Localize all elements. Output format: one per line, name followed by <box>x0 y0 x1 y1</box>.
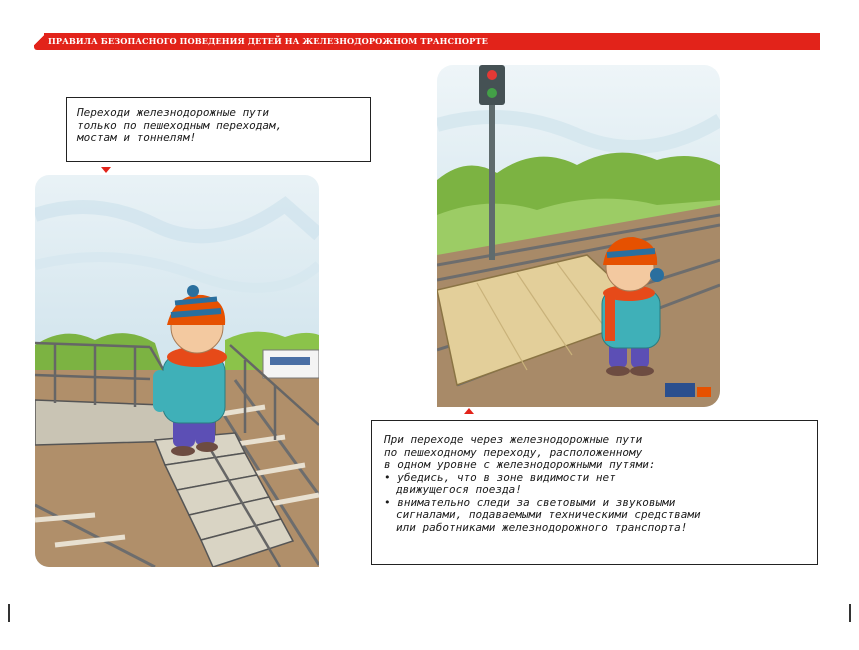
bullet-continuation: движущегося поезда! <box>396 483 522 496</box>
bullet-continuation: сигналами, подаваемыми техническими средствами <box>396 508 701 521</box>
crop-mark <box>849 604 851 622</box>
callout-line: только по пешеходным переходам, <box>77 118 283 132</box>
callout-line: мостам и тоннелям! <box>77 131 197 144</box>
illustration-level-crossing <box>437 65 720 407</box>
bullet-item: • внимательно следи за световыми и звуковыми <box>384 495 676 509</box>
crop-mark <box>8 604 10 622</box>
callout-level-crossing-rules <box>371 420 818 565</box>
page-title: ПРАВИЛА БЕЗОПАСНОГО ПОВЕДЕНИЯ ДЕТЕЙ НА ЖЕЛЕЗНОДОРОЖНОМ ТРАНСПОРТЕ <box>48 36 488 46</box>
callout-pointer-icon <box>101 167 111 173</box>
callout-pointer-icon <box>464 408 474 414</box>
bullet-continuation: или работниками железнодорожного транспорта! <box>396 520 688 534</box>
callout-line: Переходи железнодорожные пути <box>77 106 270 119</box>
illustration-footbridge <box>35 175 319 567</box>
bullet-item: • убедись, что в зоне видимости нет <box>384 470 616 484</box>
callout-line: по пешеходному переходу, расположенному <box>384 445 643 459</box>
callout-line: При переходе через железнодорожные пути <box>384 433 643 446</box>
callout-footbridge-rule <box>66 97 371 162</box>
callout-line: в одном уровне с железнодорожными путями: <box>384 458 656 471</box>
